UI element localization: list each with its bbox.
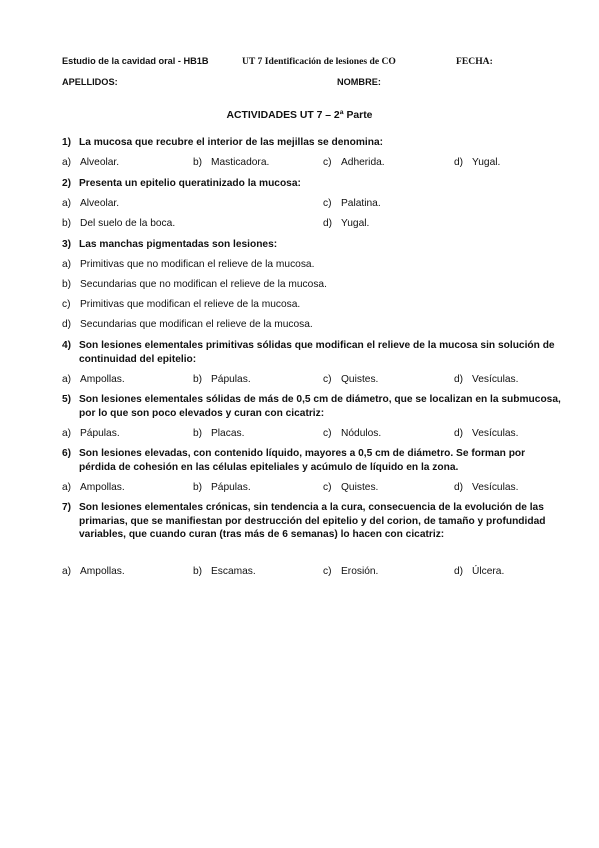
option-letter: b) xyxy=(193,482,203,493)
name-label: NOMBRE: xyxy=(337,77,381,87)
option-letter: b) xyxy=(193,566,203,577)
option-6d xyxy=(454,482,518,493)
course-title: Estudio de la cavidad oral - HB1B xyxy=(62,56,209,66)
question-text: La mucosa que recubre el interior de las mejillas se denomina: xyxy=(79,137,384,148)
option-2d xyxy=(323,218,369,229)
option-letter: d) xyxy=(454,374,464,385)
option-text: Placas. xyxy=(211,428,245,439)
option-1b xyxy=(193,157,269,168)
option-text: Masticadora. xyxy=(211,157,270,168)
option-letter: c) xyxy=(323,374,332,385)
option-letter: b) xyxy=(193,428,203,439)
question-number: 2) xyxy=(62,178,72,189)
question-number: 4) xyxy=(62,340,72,351)
option-letter: c) xyxy=(323,157,332,168)
question-number: 5) xyxy=(62,394,72,405)
option-text: Quistes. xyxy=(341,482,379,493)
option-text: Úlcera. xyxy=(472,566,505,577)
option-2a xyxy=(62,198,119,209)
option-letter: a) xyxy=(62,157,72,168)
option-7c xyxy=(323,566,378,577)
option-letter: a) xyxy=(62,482,72,493)
question-number: 3) xyxy=(62,239,72,250)
option-letter: c) xyxy=(323,198,332,209)
option-text: Alveolar. xyxy=(80,198,120,209)
option-text: Quistes. xyxy=(341,374,379,385)
question-text: Son lesiones elementales sólidas de más de 0,5 cm de diámetro, que se localizan en la submucosa, por lo que son poco elevados y curan con cicatriz: xyxy=(79,394,561,419)
option-4a xyxy=(62,374,125,385)
option-1c xyxy=(323,157,385,168)
option-text: Pápulas. xyxy=(80,428,120,439)
option-letter: a) xyxy=(62,374,72,385)
option-5a xyxy=(62,428,120,439)
option-3d xyxy=(62,319,313,330)
option-text: Palatina. xyxy=(341,198,381,209)
date-label: FECHA: xyxy=(456,56,493,67)
option-letter: c) xyxy=(323,482,332,493)
question-number: 7) xyxy=(62,502,72,513)
option-text: Erosión. xyxy=(341,566,379,577)
option-text: Yugal. xyxy=(341,218,370,229)
option-text: Secundarias que modifican el relieve de la mucosa. xyxy=(80,319,313,330)
option-text: Escamas. xyxy=(211,566,256,577)
option-text: Secundarias que no modifican el relieve de la mucosa. xyxy=(80,279,327,290)
option-7a xyxy=(62,566,125,577)
question-5 xyxy=(62,393,562,420)
option-1d xyxy=(454,157,500,168)
activity-title: ACTIVIDADES UT 7 – 2ª Parte xyxy=(226,110,373,121)
option-text: Pápulas. xyxy=(211,482,251,493)
option-text: Alveolar. xyxy=(80,157,120,168)
question-text: Presenta un epitelio queratinizado la mucosa: xyxy=(79,178,301,189)
option-5c xyxy=(323,428,381,439)
option-text: Ampollas. xyxy=(80,566,125,577)
option-text: Ampollas. xyxy=(80,374,125,385)
option-letter: d) xyxy=(454,157,464,168)
option-5b xyxy=(193,428,244,439)
option-5d xyxy=(454,428,518,439)
option-letter: d) xyxy=(454,566,464,577)
option-letter: b) xyxy=(62,218,72,229)
option-1a xyxy=(62,157,119,168)
option-letter: d) xyxy=(454,482,464,493)
option-text: Vesículas. xyxy=(472,428,519,439)
question-text: Son lesiones elementales primitivas sólidas que modifican el relieve de la mucosa sin solución de continuidad del epitelio: xyxy=(79,340,555,365)
option-text: Adherida. xyxy=(341,157,385,168)
question-2 xyxy=(62,177,562,191)
option-text: Del suelo de la boca. xyxy=(80,218,176,229)
option-letter: c) xyxy=(323,428,332,439)
option-text: Ampollas. xyxy=(80,482,125,493)
option-4c xyxy=(323,374,378,385)
option-letter: b) xyxy=(193,374,203,385)
option-text: Pápulas. xyxy=(211,374,251,385)
option-letter: d) xyxy=(454,428,464,439)
question-text: Las manchas pigmentadas son lesiones: xyxy=(79,239,278,250)
option-7d xyxy=(454,566,504,577)
unit-title: UT 7 Identificación de lesiones de CO xyxy=(242,56,396,67)
surname-label: APELLIDOS: xyxy=(62,77,118,87)
option-text: Yugal. xyxy=(472,157,501,168)
question-4 xyxy=(62,339,562,366)
option-3b xyxy=(62,279,327,290)
option-text: Primitivas que modifican el relieve de la mucosa. xyxy=(80,299,301,310)
option-letter: d) xyxy=(323,218,333,229)
question-text: Son lesiones elementales crónicas, sin tendencia a la cura, consecuencia de la evolución de las primarias, que se manifiestan por destrucción del epitelio y del corion, de tamaño y profundidad variables, que cuando curan (tras más de 6 semanas) lo hacen con cicatriz: xyxy=(79,502,546,540)
option-4d xyxy=(454,374,518,385)
question-number: 6) xyxy=(62,448,72,459)
option-3c xyxy=(62,299,300,310)
option-text: Vesículas. xyxy=(472,374,519,385)
option-letter: d) xyxy=(62,319,72,330)
option-letter: b) xyxy=(193,157,203,168)
option-2b xyxy=(62,218,175,229)
option-letter: a) xyxy=(62,566,72,577)
option-text: Nódulos. xyxy=(341,428,382,439)
question-7 xyxy=(62,501,562,542)
option-letter: a) xyxy=(62,198,72,209)
option-6a xyxy=(62,482,125,493)
option-text: Primitivas que no modifican el relieve de la mucosa. xyxy=(80,259,315,270)
option-7b xyxy=(193,566,256,577)
question-6 xyxy=(62,447,562,474)
option-6c xyxy=(323,482,378,493)
question-number: 1) xyxy=(62,137,72,148)
option-3a xyxy=(62,259,314,270)
option-4b xyxy=(193,374,251,385)
option-letter: a) xyxy=(62,259,72,270)
option-2c xyxy=(323,198,381,209)
option-letter: a) xyxy=(62,428,72,439)
option-letter: c) xyxy=(323,566,332,577)
option-text: Vesículas. xyxy=(472,482,519,493)
question-1 xyxy=(62,136,562,150)
question-text: Son lesiones elevadas, con contenido líquido, mayores a 0,5 cm de diámetro. Se forman por pérdida de cohesión en las células epiteliales y acúmulo de líquido en la zona. xyxy=(79,448,526,473)
question-3 xyxy=(62,238,562,252)
option-letter: c) xyxy=(62,299,71,310)
option-6b xyxy=(193,482,251,493)
option-letter: b) xyxy=(62,279,72,290)
